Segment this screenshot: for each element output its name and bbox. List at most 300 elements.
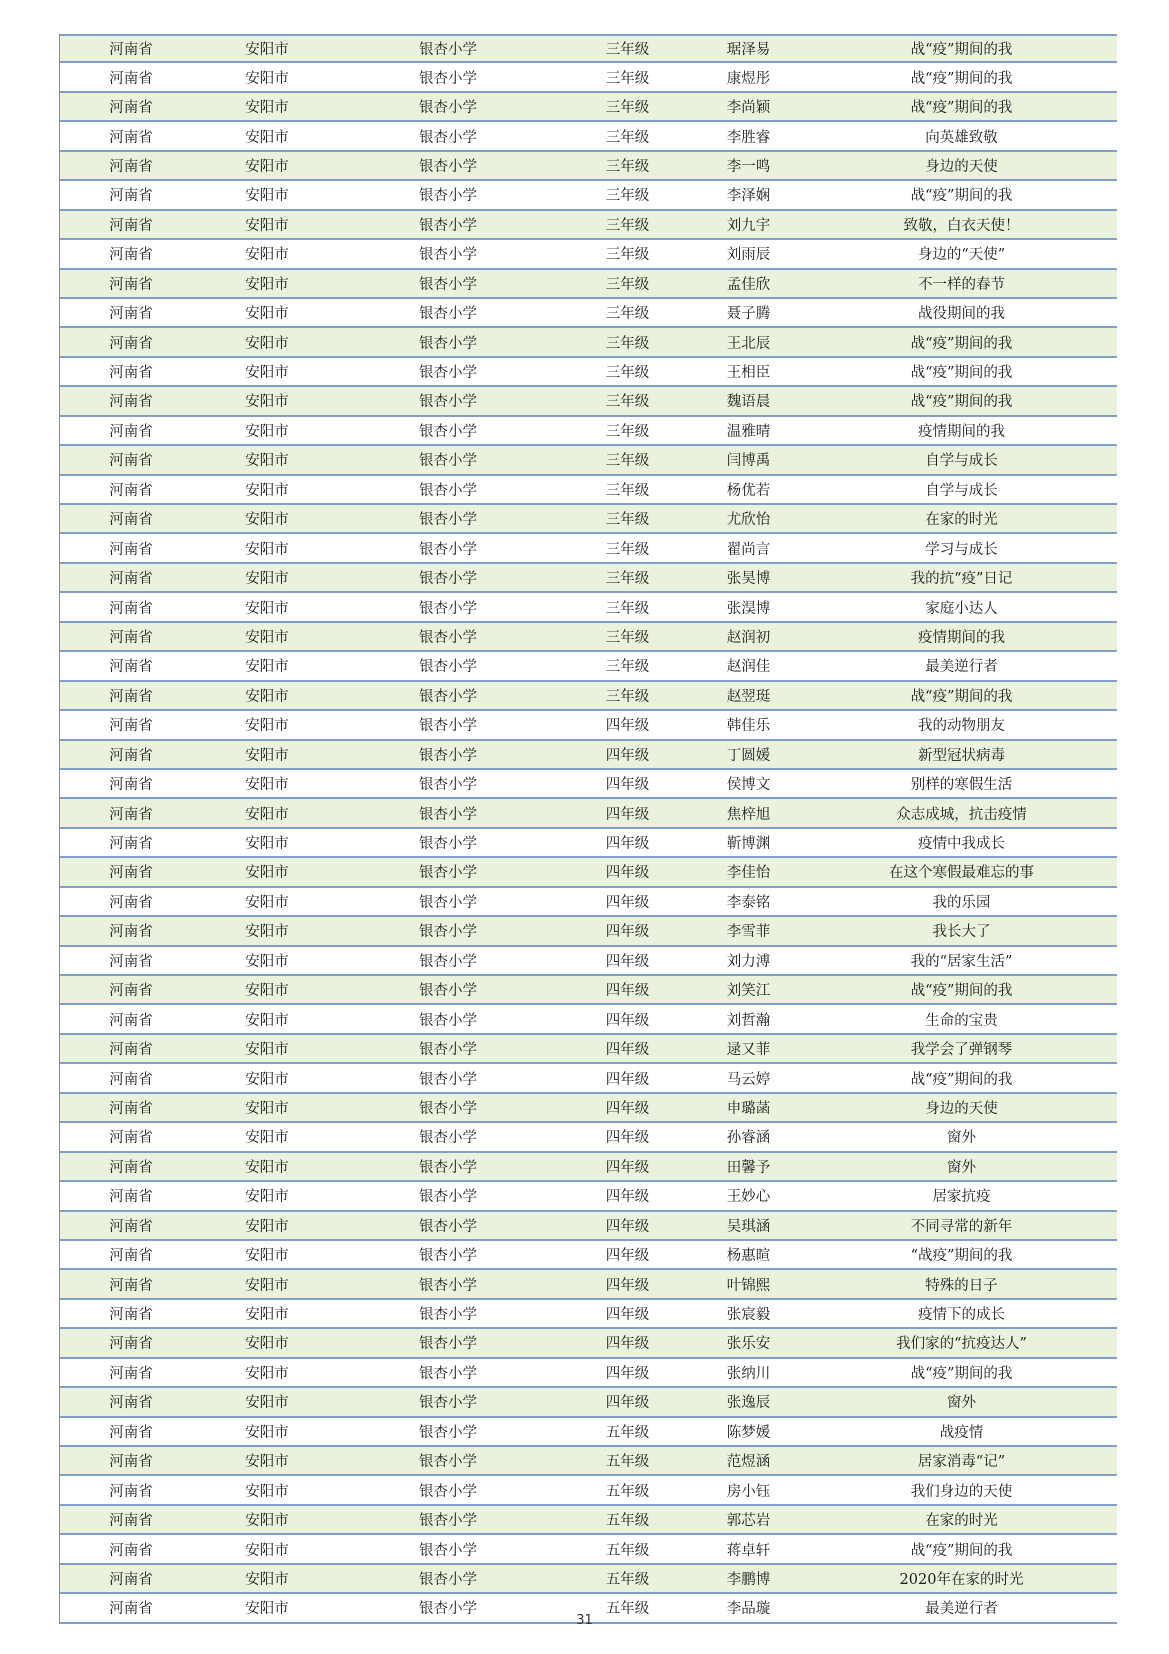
province-cell: 河南省 xyxy=(109,1336,153,1353)
grade-cell: 三年级 xyxy=(605,217,650,234)
table-row xyxy=(60,270,1117,299)
essay-title-cell: 疫情期间的我 xyxy=(918,423,1005,440)
school-cell: 银杏小学 xyxy=(419,924,477,941)
city-cell: 安阳市 xyxy=(245,806,289,823)
student-name-cell: 刘力溥 xyxy=(726,953,771,970)
city-cell: 安阳市 xyxy=(245,747,289,764)
province-cell: 河南省 xyxy=(109,100,153,117)
city-cell: 安阳市 xyxy=(245,1248,289,1265)
essay-title-cell: 窗外 xyxy=(947,1130,976,1147)
school-cell: 银杏小学 xyxy=(419,1159,477,1176)
city-cell: 安阳市 xyxy=(245,1307,289,1324)
grade-cell: 四年级 xyxy=(605,1159,650,1176)
essay-title-cell: 在这个寒假最难忘的事 xyxy=(889,865,1034,882)
table-row xyxy=(60,1182,1117,1211)
table-row xyxy=(60,299,1117,328)
student-name-cell: 康煜彤 xyxy=(726,70,771,87)
city-cell: 安阳市 xyxy=(245,100,289,117)
table-row xyxy=(60,770,1117,799)
province-cell: 河南省 xyxy=(109,423,153,440)
grade-cell: 三年级 xyxy=(605,70,650,87)
city-cell: 安阳市 xyxy=(245,1218,289,1235)
table-row xyxy=(60,858,1117,887)
table-row xyxy=(60,1212,1117,1241)
student-name-cell: 张昊博 xyxy=(726,571,771,588)
province-cell: 河南省 xyxy=(109,1601,153,1618)
essay-title-cell: 致敬，白衣天使！ xyxy=(903,217,1020,234)
table-row xyxy=(60,1329,1117,1358)
student-name-cell: 吴琪涵 xyxy=(726,1218,771,1235)
essay-title-cell: 战“疫”期间的我 xyxy=(910,688,1013,705)
grade-cell: 四年级 xyxy=(605,1365,650,1382)
grade-cell: 四年级 xyxy=(605,1042,650,1059)
student-name-cell: 张淏博 xyxy=(726,600,771,617)
province-cell: 河南省 xyxy=(109,747,153,764)
student-name-cell: 丁圆媛 xyxy=(726,747,771,764)
table-row xyxy=(60,1535,1117,1564)
student-name-cell: 聂子腾 xyxy=(726,306,771,323)
grade-cell: 三年级 xyxy=(605,541,650,558)
essay-title-cell: 向英雄致敬 xyxy=(925,129,998,146)
table-row xyxy=(60,34,1117,63)
essay-title-cell: 自学与成长 xyxy=(925,482,998,499)
city-cell: 安阳市 xyxy=(245,453,289,470)
city-cell: 安阳市 xyxy=(245,836,289,853)
grade-cell: 三年级 xyxy=(605,247,650,264)
table-row xyxy=(60,534,1117,563)
grade-cell: 五年级 xyxy=(605,1454,650,1471)
school-cell: 银杏小学 xyxy=(419,1395,477,1412)
city-cell: 安阳市 xyxy=(245,659,289,676)
table-row xyxy=(60,652,1117,681)
essay-title-cell: 身边的“天使” xyxy=(917,247,1006,264)
student-name-cell: 焦梓旭 xyxy=(726,806,771,823)
essay-title-cell: 战“疫”期间的我 xyxy=(910,1365,1013,1382)
province-cell: 河南省 xyxy=(109,1395,153,1412)
essay-title-cell: 2020年在家的时光 xyxy=(899,1571,1024,1588)
table-row xyxy=(60,417,1117,446)
grade-cell: 三年级 xyxy=(605,129,650,146)
school-cell: 银杏小学 xyxy=(419,42,477,59)
table-row xyxy=(60,682,1117,711)
school-cell: 银杏小学 xyxy=(419,688,477,705)
city-cell: 安阳市 xyxy=(245,777,289,794)
essay-title-cell: 生命的宝贵 xyxy=(925,1012,998,1029)
table-row xyxy=(60,1506,1117,1535)
province-cell: 河南省 xyxy=(109,1248,153,1265)
student-name-cell: 陈梦媛 xyxy=(726,1424,771,1441)
student-name-cell: 李品璇 xyxy=(726,1601,771,1618)
grade-cell: 四年级 xyxy=(605,1248,650,1265)
essay-title-cell: 战“疫”期间的我 xyxy=(910,983,1013,1000)
province-cell: 河南省 xyxy=(109,1277,153,1294)
table-row xyxy=(60,387,1117,416)
school-cell: 银杏小学 xyxy=(419,1071,477,1088)
city-cell: 安阳市 xyxy=(245,1012,289,1029)
school-cell: 银杏小学 xyxy=(419,600,477,617)
province-cell: 河南省 xyxy=(109,1071,153,1088)
student-name-cell: 翟尚言 xyxy=(726,541,771,558)
essay-title-cell: 我长大了 xyxy=(932,924,991,941)
province-cell: 河南省 xyxy=(109,42,153,59)
grade-cell: 四年级 xyxy=(605,718,650,735)
essay-title-cell: 不同寻常的新年 xyxy=(910,1218,1013,1235)
grade-cell: 四年级 xyxy=(605,983,650,1000)
table-row xyxy=(60,1241,1117,1270)
province-cell: 河南省 xyxy=(109,688,153,705)
table-row xyxy=(60,1476,1117,1505)
student-name-cell: 魏语晨 xyxy=(726,394,771,411)
school-cell: 银杏小学 xyxy=(419,1454,477,1471)
student-name-cell: 赵翌珽 xyxy=(726,688,771,705)
student-name-cell: 张纳川 xyxy=(726,1365,771,1382)
province-cell: 河南省 xyxy=(109,1130,153,1147)
grade-cell: 四年级 xyxy=(605,924,650,941)
essay-title-cell: “战疫”期间的我 xyxy=(910,1248,1013,1265)
school-cell: 银杏小学 xyxy=(419,836,477,853)
grade-cell: 三年级 xyxy=(605,42,650,59)
school-cell: 银杏小学 xyxy=(419,1483,477,1500)
essay-title-cell: 疫情期间的我 xyxy=(918,629,1005,646)
table-row xyxy=(60,1123,1117,1152)
essay-title-cell: 战“疫”期间的我 xyxy=(910,70,1013,87)
student-name-cell: 叶锦熙 xyxy=(726,1277,771,1294)
table-row xyxy=(60,505,1117,534)
city-cell: 安阳市 xyxy=(245,129,289,146)
city-cell: 安阳市 xyxy=(245,1130,289,1147)
grade-cell: 四年级 xyxy=(605,865,650,882)
student-name-cell: 李泰铭 xyxy=(726,894,771,911)
table-row xyxy=(60,152,1117,181)
school-cell: 银杏小学 xyxy=(419,1218,477,1235)
essay-title-cell: 新型冠状病毒 xyxy=(918,747,1005,764)
school-cell: 银杏小学 xyxy=(419,806,477,823)
grade-cell: 三年级 xyxy=(605,512,650,529)
grade-cell: 三年级 xyxy=(605,188,650,205)
province-cell: 河南省 xyxy=(109,276,153,293)
city-cell: 安阳市 xyxy=(245,1424,289,1441)
student-name-cell: 赵润佳 xyxy=(726,659,771,676)
table-row xyxy=(60,328,1117,357)
province-cell: 河南省 xyxy=(109,188,153,205)
province-cell: 河南省 xyxy=(109,1042,153,1059)
student-name-cell: 申璐菡 xyxy=(726,1100,771,1117)
grade-cell: 三年级 xyxy=(605,453,650,470)
student-name-cell: 杨优若 xyxy=(726,482,771,499)
city-cell: 安阳市 xyxy=(245,1542,289,1559)
essay-title-cell: 战“疫”期间的我 xyxy=(910,394,1013,411)
grade-cell: 三年级 xyxy=(605,688,650,705)
school-cell: 银杏小学 xyxy=(419,306,477,323)
student-name-cell: 蒋卓轩 xyxy=(726,1542,771,1559)
province-cell: 河南省 xyxy=(109,865,153,882)
school-cell: 银杏小学 xyxy=(419,777,477,794)
province-cell: 河南省 xyxy=(109,512,153,529)
school-cell: 银杏小学 xyxy=(419,217,477,234)
province-cell: 河南省 xyxy=(109,1218,153,1235)
grade-cell: 四年级 xyxy=(605,894,650,911)
grade-cell: 四年级 xyxy=(605,747,650,764)
city-cell: 安阳市 xyxy=(245,1483,289,1500)
school-cell: 银杏小学 xyxy=(419,1100,477,1117)
table-row xyxy=(60,1035,1117,1064)
school-cell: 银杏小学 xyxy=(419,394,477,411)
student-name-cell: 刘雨辰 xyxy=(726,247,771,264)
grade-cell: 五年级 xyxy=(605,1483,650,1500)
province-cell: 河南省 xyxy=(109,217,153,234)
essay-title-cell: 战“疫”期间的我 xyxy=(910,42,1013,59)
grade-cell: 四年级 xyxy=(605,1277,650,1294)
city-cell: 安阳市 xyxy=(245,365,289,382)
student-name-cell: 琚泽易 xyxy=(726,42,771,59)
essay-title-cell: 在家的时光 xyxy=(925,512,998,529)
city-cell: 安阳市 xyxy=(245,1071,289,1088)
province-cell: 河南省 xyxy=(109,1365,153,1382)
grade-cell: 五年级 xyxy=(605,1424,650,1441)
grade-cell: 四年级 xyxy=(605,836,650,853)
essay-title-cell: 我的“居家生活” xyxy=(910,953,1013,970)
province-cell: 河南省 xyxy=(109,777,153,794)
province-cell: 河南省 xyxy=(109,482,153,499)
student-name-cell: 张逸辰 xyxy=(726,1395,771,1412)
school-cell: 银杏小学 xyxy=(419,335,477,352)
school-cell: 银杏小学 xyxy=(419,1277,477,1294)
province-cell: 河南省 xyxy=(109,453,153,470)
student-name-cell: 张乐安 xyxy=(726,1336,771,1353)
grade-cell: 三年级 xyxy=(605,158,650,175)
grade-cell: 四年级 xyxy=(605,1395,650,1412)
province-cell: 河南省 xyxy=(109,806,153,823)
essay-title-cell: 疫情下的成长 xyxy=(918,1307,1005,1324)
province-cell: 河南省 xyxy=(109,571,153,588)
city-cell: 安阳市 xyxy=(245,924,289,941)
essay-title-cell: 身边的天使 xyxy=(925,1100,998,1117)
school-cell: 银杏小学 xyxy=(419,865,477,882)
student-name-cell: 郭芯岩 xyxy=(726,1513,771,1530)
city-cell: 安阳市 xyxy=(245,1159,289,1176)
student-name-cell: 侯博文 xyxy=(726,777,771,794)
school-cell: 银杏小学 xyxy=(419,70,477,87)
essay-title-cell: 战疫情 xyxy=(939,1424,984,1441)
city-cell: 安阳市 xyxy=(245,1601,289,1618)
student-name-cell: 李尚颖 xyxy=(726,100,771,117)
student-name-cell: 李一鸣 xyxy=(726,158,771,175)
table-row xyxy=(60,564,1117,593)
province-cell: 河南省 xyxy=(109,1424,153,1441)
essay-title-cell: 我学会了弹钢琴 xyxy=(910,1042,1013,1059)
table-row xyxy=(60,1388,1117,1417)
grade-cell: 四年级 xyxy=(605,1336,650,1353)
table-row xyxy=(60,63,1117,92)
table-row xyxy=(60,476,1117,505)
student-name-cell: 闫博禹 xyxy=(726,453,771,470)
table-row xyxy=(60,240,1117,269)
school-cell: 银杏小学 xyxy=(419,247,477,264)
city-cell: 安阳市 xyxy=(245,1454,289,1471)
grade-cell: 四年级 xyxy=(605,1130,650,1147)
table-row xyxy=(60,1005,1117,1034)
student-name-cell: 赵润初 xyxy=(726,629,771,646)
student-name-cell: 王北辰 xyxy=(726,335,771,352)
table-row xyxy=(60,711,1117,740)
school-cell: 银杏小学 xyxy=(419,629,477,646)
essay-title-cell: 居家抗疫 xyxy=(932,1189,991,1206)
essay-title-cell: 身边的天使 xyxy=(925,158,998,175)
city-cell: 安阳市 xyxy=(245,865,289,882)
city-cell: 安阳市 xyxy=(245,1042,289,1059)
city-cell: 安阳市 xyxy=(245,512,289,529)
city-cell: 安阳市 xyxy=(245,423,289,440)
city-cell: 安阳市 xyxy=(245,1513,289,1530)
school-cell: 银杏小学 xyxy=(419,1042,477,1059)
student-name-cell: 范煜涵 xyxy=(726,1454,771,1471)
school-cell: 银杏小学 xyxy=(419,158,477,175)
grade-cell: 四年级 xyxy=(605,1071,650,1088)
school-cell: 银杏小学 xyxy=(419,1248,477,1265)
province-cell: 河南省 xyxy=(109,335,153,352)
grade-cell: 三年级 xyxy=(605,659,650,676)
student-name-cell: 尤欣怡 xyxy=(726,512,771,529)
city-cell: 安阳市 xyxy=(245,541,289,558)
student-name-cell: 杨惠暄 xyxy=(726,1248,771,1265)
table-row xyxy=(60,829,1117,858)
table-row xyxy=(60,1565,1117,1594)
essay-title-cell: 在家的时光 xyxy=(925,1513,998,1530)
essay-title-cell: 家庭小达人 xyxy=(925,600,998,617)
grade-cell: 五年级 xyxy=(605,1542,650,1559)
student-name-cell: 李鹏博 xyxy=(726,1571,771,1588)
grade-cell: 三年级 xyxy=(605,276,650,293)
city-cell: 安阳市 xyxy=(245,158,289,175)
city-cell: 安阳市 xyxy=(245,718,289,735)
essay-title-cell: 疫情中我成长 xyxy=(918,836,1005,853)
grade-cell: 三年级 xyxy=(605,629,650,646)
student-name-cell: 孙睿涵 xyxy=(726,1130,771,1147)
province-cell: 河南省 xyxy=(109,1483,153,1500)
school-cell: 银杏小学 xyxy=(419,188,477,205)
grade-cell: 三年级 xyxy=(605,571,650,588)
city-cell: 安阳市 xyxy=(245,1395,289,1412)
table-row xyxy=(60,623,1117,652)
essay-title-cell: 学习与成长 xyxy=(925,541,998,558)
province-cell: 河南省 xyxy=(109,924,153,941)
city-cell: 安阳市 xyxy=(245,983,289,1000)
essay-title-cell: 战“疫”期间的我 xyxy=(910,1071,1013,1088)
school-cell: 银杏小学 xyxy=(419,541,477,558)
city-cell: 安阳市 xyxy=(245,571,289,588)
essay-title-cell: 我的动物朋友 xyxy=(918,718,1005,735)
city-cell: 安阳市 xyxy=(245,306,289,323)
city-cell: 安阳市 xyxy=(245,1100,289,1117)
essay-title-cell: 自学与成长 xyxy=(925,453,998,470)
grade-cell: 四年级 xyxy=(605,1100,650,1117)
table-row xyxy=(60,358,1117,387)
school-cell: 银杏小学 xyxy=(419,718,477,735)
province-cell: 河南省 xyxy=(109,70,153,87)
city-cell: 安阳市 xyxy=(245,42,289,59)
school-cell: 银杏小学 xyxy=(419,1424,477,1441)
grade-cell: 四年级 xyxy=(605,953,650,970)
school-cell: 银杏小学 xyxy=(419,747,477,764)
province-cell: 河南省 xyxy=(109,983,153,1000)
city-cell: 安阳市 xyxy=(245,394,289,411)
table-row xyxy=(60,93,1117,122)
student-name-cell: 温雅晴 xyxy=(726,423,771,440)
province-cell: 河南省 xyxy=(109,247,153,264)
province-cell: 河南省 xyxy=(109,894,153,911)
school-cell: 银杏小学 xyxy=(419,276,477,293)
city-cell: 安阳市 xyxy=(245,482,289,499)
province-cell: 河南省 xyxy=(109,1454,153,1471)
province-cell: 河南省 xyxy=(109,1513,153,1530)
grade-cell: 四年级 xyxy=(605,1218,650,1235)
essay-title-cell: 最美逆行者 xyxy=(925,659,998,676)
essay-title-cell: 战“疫”期间的我 xyxy=(910,1542,1013,1559)
school-cell: 银杏小学 xyxy=(419,482,477,499)
student-name-cell: 刘九宇 xyxy=(726,217,771,234)
school-cell: 银杏小学 xyxy=(419,894,477,911)
grade-cell: 三年级 xyxy=(605,394,650,411)
province-cell: 河南省 xyxy=(109,718,153,735)
city-cell: 安阳市 xyxy=(245,70,289,87)
city-cell: 安阳市 xyxy=(245,629,289,646)
province-cell: 河南省 xyxy=(109,158,153,175)
student-name-cell: 李泽娴 xyxy=(726,188,771,205)
essay-title-cell: 战“疫”期间的我 xyxy=(910,365,1013,382)
table-row xyxy=(60,181,1117,210)
school-cell: 银杏小学 xyxy=(419,1542,477,1559)
table-row xyxy=(60,1153,1117,1182)
essay-title-cell: 特殊的日子 xyxy=(925,1277,998,1294)
province-cell: 河南省 xyxy=(109,1100,153,1117)
table-row xyxy=(60,1064,1117,1093)
grade-cell: 四年级 xyxy=(605,1307,650,1324)
table-row xyxy=(60,741,1117,770)
school-cell: 银杏小学 xyxy=(419,983,477,1000)
essay-title-cell: 众志成城，抗击疫情 xyxy=(896,806,1027,823)
student-name-cell: 王相臣 xyxy=(726,365,771,382)
school-cell: 银杏小学 xyxy=(419,659,477,676)
table-row xyxy=(60,446,1117,475)
city-cell: 安阳市 xyxy=(245,1365,289,1382)
province-cell: 河南省 xyxy=(109,836,153,853)
city-cell: 安阳市 xyxy=(245,1189,289,1206)
city-cell: 安阳市 xyxy=(245,276,289,293)
grade-cell: 四年级 xyxy=(605,1189,650,1206)
school-cell: 银杏小学 xyxy=(419,423,477,440)
table-row xyxy=(60,1447,1117,1476)
school-cell: 银杏小学 xyxy=(419,1012,477,1029)
student-name-cell: 房小钰 xyxy=(726,1483,771,1500)
grade-cell: 三年级 xyxy=(605,306,650,323)
city-cell: 安阳市 xyxy=(245,247,289,264)
student-name-cell: 韩佳乐 xyxy=(726,718,771,735)
province-cell: 河南省 xyxy=(109,1542,153,1559)
grade-cell: 三年级 xyxy=(605,600,650,617)
city-cell: 安阳市 xyxy=(245,894,289,911)
province-cell: 河南省 xyxy=(109,659,153,676)
school-cell: 银杏小学 xyxy=(419,1307,477,1324)
student-name-cell: 王妙心 xyxy=(726,1189,771,1206)
essay-title-cell: 最美逆行者 xyxy=(925,1601,998,1618)
school-cell: 银杏小学 xyxy=(419,453,477,470)
table-row xyxy=(60,211,1117,240)
city-cell: 安阳市 xyxy=(245,953,289,970)
grade-cell: 四年级 xyxy=(605,777,650,794)
grade-cell: 五年级 xyxy=(605,1601,650,1618)
province-cell: 河南省 xyxy=(109,306,153,323)
school-cell: 银杏小学 xyxy=(419,100,477,117)
